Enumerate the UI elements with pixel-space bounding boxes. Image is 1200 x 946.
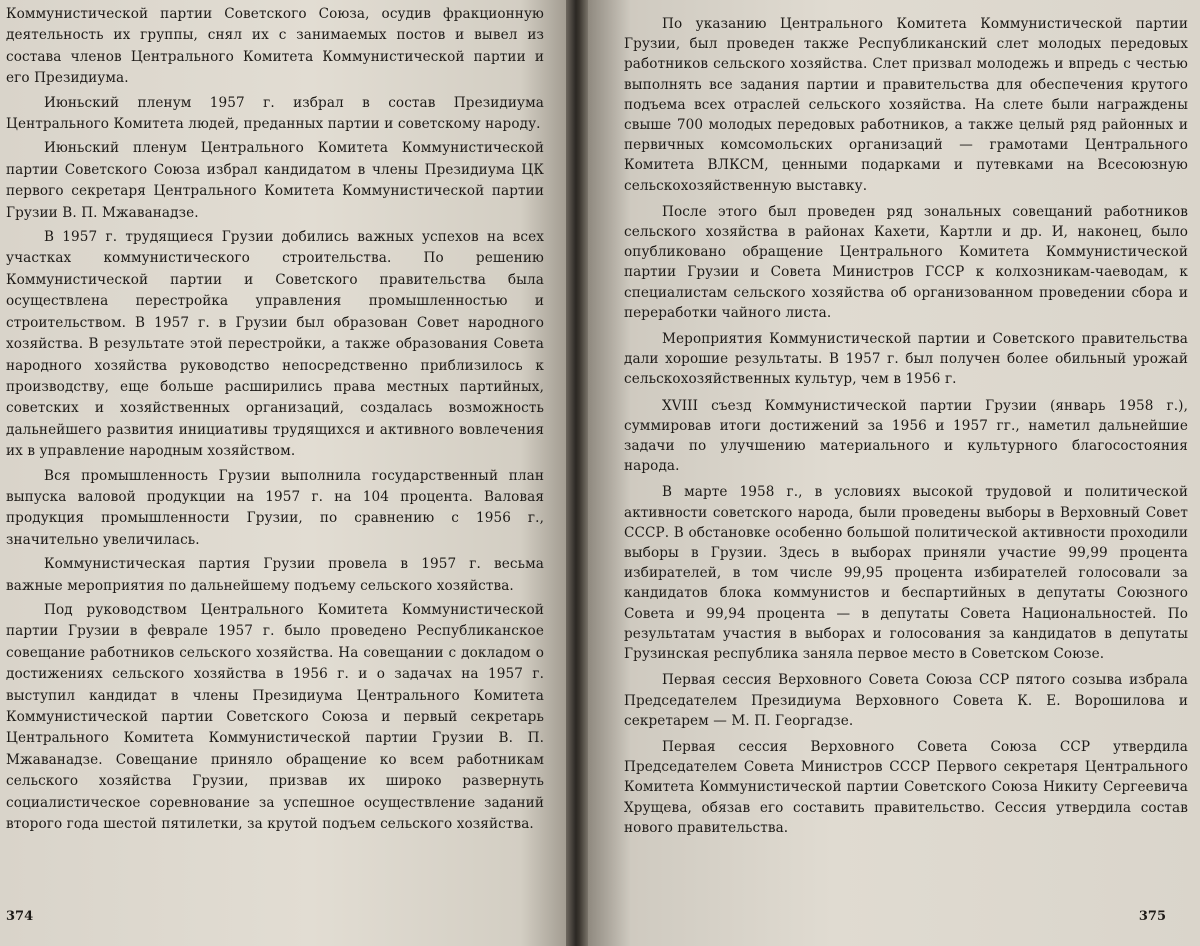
paragraph: По указанию Центрального Комитета Коммунистической партии Грузии, был проведен также Республиканский слет молодых передовых работников сельского хозяйства. Слет призвал молодежь и впредь с честью выполнять все задания партии и правительства для обеспечения крутого подъема всех отраслей сельского хозяйства. На слете были награждены свыше 700 молодых передовых работников, а также целый ряд районных и первичных комсомольских организаций — грамотами Центрального Комитета ВЛКСМ, ценными подарками и путевками на Всесоюзную сельскохозяйственную выставку. [624, 16, 1188, 194]
page-number-right: 375 [1138, 909, 1166, 924]
page-number-left: 374 [6, 909, 34, 924]
paragraph: Мероприятия Коммунистической партии и Советского правительства дали хорошие результаты. В 1957 г. был получен более обильный урожай сельскохозяйственных культур, чем в 1956 г. [624, 331, 1188, 388]
paragraph: Первая сессия Верховного Совета Союза ССР утвердила Председателем Совета Министров СССР Первого секретаря Центрального Комитета Коммунистической партии Советского Союза Никиту Сергеевича Хрущева, обязав его составить правительство. Сессия утвердила состав нового правительства. [624, 738, 1188, 836]
paragraph: В марте 1958 г., в условиях высокой трудовой и политической активности советского народа, были проведены выборы в Верховный Совет СССР. В обстановке особенно большой политической активности проходили выборы в Грузии. Здесь в выборах приняли участие 99,99 процента избирателей, в том числе 99,95 процента избирателей голосовали за кандидатов блока коммунистов и беспартийных в депутаты Союзного Совета и 99,94 процента — в депутаты Совета Национальностей. По результатам участия в выборах и голосования за кандидатов в депутаты Грузинская республика заняла первое место в Советском Союзе. [624, 484, 1188, 663]
paragraph: XVIII съезд Коммунистической партии Грузии (январь 1958 г.), суммировав итоги достижений за 1956 и 1957 гг., наметил дальнейшие задачи по улучшению материального и культурного благосостояния народа. [624, 397, 1188, 475]
book-gutter [566, 0, 588, 946]
right-page [588, 0, 1200, 946]
paragraph: Под руководством Центрального Комитета Коммунистической партии Грузии в феврале 1957 г. было проведено Республиканское совещание работников сельского хозяйства. На совещании с докладом о достижениях сельского хозяйства в 1956 г. и о задачах на 1957 г. выступил кандидат в члены Президиума Центрального Комитета Коммунистической партии Советского Союза и первый секретарь Центрального Комитета Коммунистической партии Грузии В. П. Мжаванадзе. Совещание приняло обращение ко всем работникам сельского хозяйства Грузии, призвав их широко развернуть социалистическое соревнование за успешное осуществление заданий второго года шестой пятилетки, за крутой подъем сельского хозяйства. [6, 601, 544, 833]
paragraph: В 1957 г. трудящиеся Грузии добились важных успехов на всех участках коммунистического строительства. По решению Коммунистической партии и Советского правительства была осуществлена перестройка управления промышленностью и строительством. В 1957 г. в Грузии был образован Совет народного хозяйства. В результате этой перестройки, а также образования Совета народного хозяйства руководство непосредственно приблизилось к производству, еще больше расширились права местных партийных, советских и хозяйственных организаций, создалась возможность дальнейшего развития инициативы трудящихся и активного вовлечения их в управление народным хозяйством. [6, 229, 544, 460]
paragraph: Июньский пленум Центрального Комитета Коммунистической партии Советского Союза избрал кандидатом в члены Президиума ЦК первого секретаря Центрального Комитета Коммунистической партии Грузии В. П. Мжаванадзе. [6, 140, 544, 221]
paragraph: Вся промышленность Грузии выполнила государственный план выпуска валовой продукции на 1957 г. на 104 процента. Валовая продукция промышленности Грузии, по сравнению с 1956 г., значительно увеличилась. [6, 467, 544, 548]
paragraph: Июньский пленум 1957 г. избрал в состав Президиума Центрального Комитета людей, преданных партии и советскому народу. [6, 94, 544, 133]
paragraph: Коммунистическая партия Грузии провела в 1957 г. весьма важные мероприятия по дальнейшему подъему сельского хозяйства. [6, 556, 544, 594]
left-page [0, 0, 566, 946]
paragraph: После этого был проведен ряд зональных совещаний работников сельского хозяйства в районах Кахети, Картли и др. И, наконец, было опубликовано обращение Центрального Комитета Коммунистической партии Грузии и Совета Министров ГССР к колхозникам-чаеводам, к специалистам сельского хозяйства об организованном проведении сбора и переработки чайного листа. [624, 203, 1188, 321]
paragraph: Коммунистической партии Советского Союза, осудив фракционную деятельность их группы, снял их с занимаемых постов и вывел из состава членов Центрального Комитета Коммунистической партии и его Президиума. [6, 6, 544, 87]
paragraph: Первая сессия Верховного Совета Союза ССР пятого созыва избрала Председателем Президиума Верховного Совета К. Е. Ворошилова и секретарем — М. П. Георгадзе. [624, 672, 1188, 729]
